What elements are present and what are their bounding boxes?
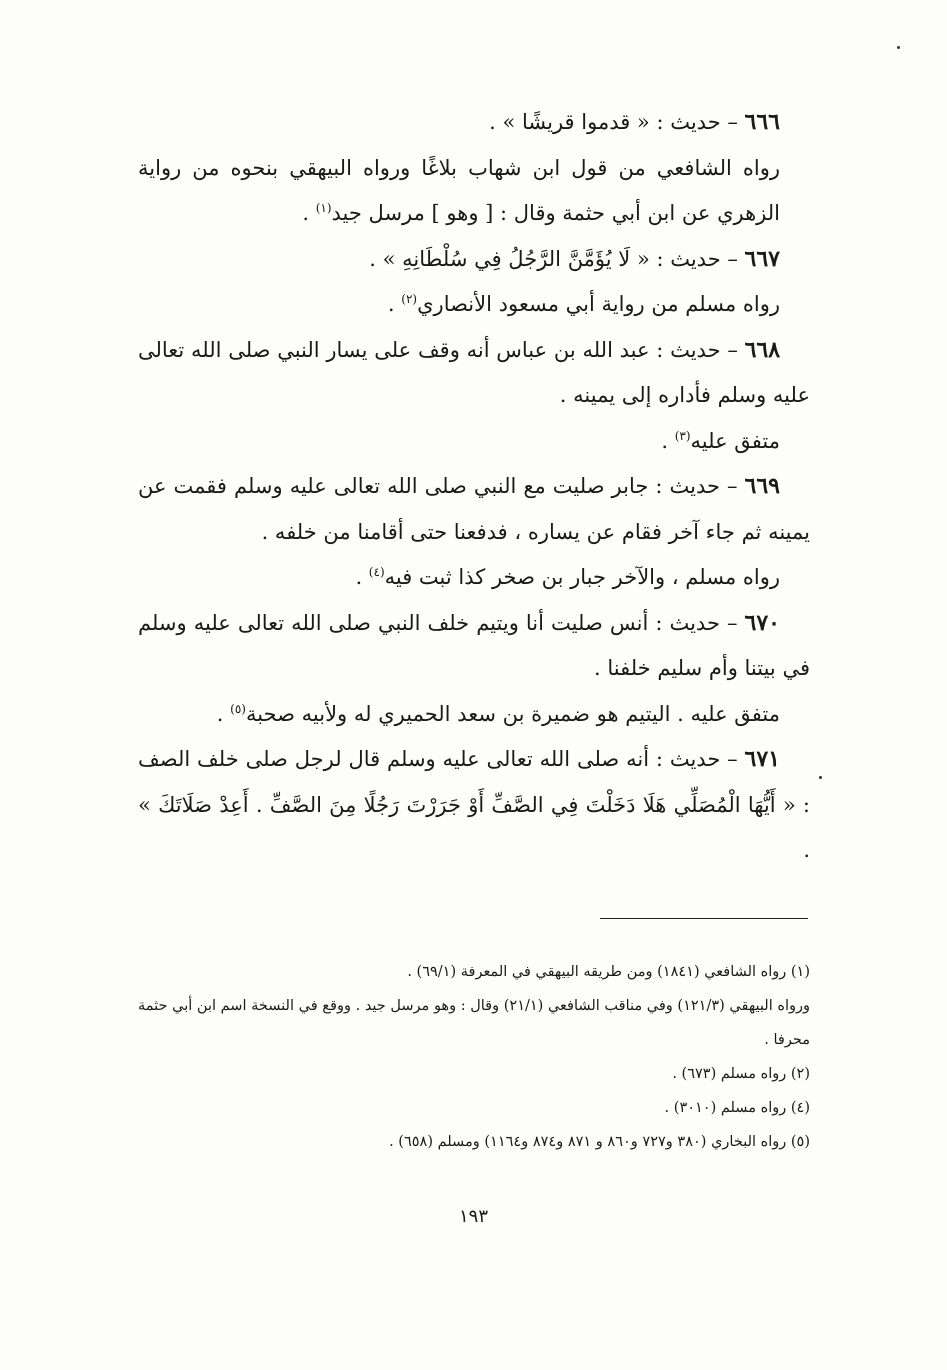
footnote-ref: (١) bbox=[315, 201, 332, 215]
hadith-number: ٦٧١ bbox=[744, 746, 780, 772]
hadith-text: حديث : عبد الله بن عباس أنه وقف على يسار النبي صلى الله تعالى عليه وسلم فأداره إلى يمينه . bbox=[138, 337, 810, 407]
footnote-divider bbox=[600, 918, 808, 919]
footnote-1-continued: ورواه البيهقي (١٢١/٣) وفي مناقب الشافعي (٢١/١) وقال : وهو مرسل جيد . ووقع في النسخة اسم ابن أبي حثمة محرفا . bbox=[138, 998, 811, 1048]
hadith-text: حديث : « قدموا قريشًا » . bbox=[489, 110, 721, 134]
scan-speck bbox=[819, 776, 822, 779]
commentary-670: متفق عليه . اليتيم هو ضميرة بن سعد الحميري له ولأبيه صحبة$^{(٥)}$ . bbox=[216, 701, 780, 726]
hadith-number: ٦٦٧ bbox=[744, 245, 780, 272]
footnote-ref: (٣) bbox=[674, 428, 691, 443]
footnote-2: (٢) رواه مسلم (٦٧٣) . bbox=[672, 1066, 810, 1082]
hadith-text: حديث : جابر صليت مع النبي صلى الله تعالى عليه وسلم فقمت عن يمينه ثم جاء آخر فقام عن يساره ، فدفعنا حتى أقامنا من خلفه . bbox=[138, 474, 810, 544]
footnote-4: (٤) رواه مسلم (٣٠١٠) . bbox=[664, 1100, 810, 1116]
hadith-670: ٦٧٠ – حديث : أنس صليت أنا ويتيم خلف النبي صلى الله تعالى عليه وسلم في بيتنا وأم سليم خلفنا . bbox=[138, 609, 810, 680]
hadith-text: حديث : أنه صلى الله تعالى عليه وسلم قال لرجل صلى خلف الصف : « أَيُّهَا الْمُصَلِّي هَلَا دَخَلْتَ فِي الصَّفِّ أَوْ جَرَرْتَ رَجُلًا مِنَ الصَّفِّ . أَعِدْ صَلَاتَكَ » . bbox=[138, 747, 810, 862]
hadith-number: ٦٦٦ bbox=[744, 109, 780, 135]
hadith-text: حديث : « لَا يُؤَمَّنَّ الرَّجُلُ فِي سُلْطَانِهِ » . bbox=[369, 246, 721, 271]
hadith-666: ٦٦٦ – حديث : « قدموا قريشًا » . bbox=[489, 109, 780, 135]
hadith-671: ٦٧١ – حديث : أنه صلى الله تعالى عليه وسلم قال لرجل صلى خلف الصف : « أَيُّهَا الْمُصَلِّي هَلَا دَخَلْتَ فِي الصَّفِّ أَوْ جَرَرْتَ رَجُلًا مِنَ الصَّفِّ . أَعِدْ صَلَاتَكَ » . bbox=[138, 746, 810, 862]
hadith-669: ٦٦٩ – حديث : جابر صليت مع النبي صلى الله تعالى عليه وسلم فقمت عن يمينه ثم جاء آخر فقام عن يساره ، فدفعنا حتى أقامنا من خلفه . bbox=[138, 473, 810, 544]
hadith-number: ٦٦٩ bbox=[744, 473, 780, 499]
page-number: ١٩٣ bbox=[458, 1206, 488, 1227]
hadith-668: ٦٦٨ – حديث : عبد الله بن عباس أنه وقف على يسار النبي صلى الله تعالى عليه وسلم فأداره إلى يمينه . bbox=[138, 336, 810, 407]
scan-speck bbox=[897, 46, 900, 49]
footnotes bbox=[138, 955, 810, 1159]
commentary-668: متفق عليه$^{(٣)}$ . bbox=[661, 428, 780, 453]
hadith-number: ٦٦٨ bbox=[744, 336, 781, 363]
commentary-666: رواه الشافعي من قول ابن شهاب بلاغًا ورواه البيهقي بنحوه من رواية الزهري عن ابن أبي حثمة وقال : [ وهو ] مرسل جيد$^{(١)}$ . bbox=[138, 155, 780, 225]
footnote-ref: (٢) bbox=[401, 292, 418, 306]
footnote-ref: (٥) bbox=[230, 701, 246, 716]
hadith-667: ٦٦٧ – حديث : « لَا يُؤَمَّنَّ الرَّجُلُ فِي سُلْطَانِهِ » . bbox=[369, 245, 780, 272]
hadith-text: حديث : أنس صليت أنا ويتيم خلف النبي صلى الله تعالى عليه وسلم في بيتنا وأم سليم خلفنا . bbox=[138, 610, 810, 680]
main-text bbox=[138, 100, 810, 874]
footnote-ref: (٤) bbox=[368, 565, 385, 579]
footnote-1: (١) رواه الشافعي (١٨٤١) ومن طريقه البيهقي في المعرفة (٦٩/١) . bbox=[407, 964, 810, 980]
commentary-667: رواه مسلم من رواية أبي مسعود الأنصاري$^{(٢)}$ . bbox=[387, 292, 780, 316]
hadith-number: ٦٧٠ bbox=[744, 609, 780, 636]
commentary-669: رواه مسلم ، والآخر جبار بن صخر كذا ثبت فيه$^{(٤)}$ . bbox=[355, 565, 780, 589]
footnote-5: (٥) رواه البخاري (٣٨٠ و٧٢٧ و٨٦٠ و ٨٧١ و٨٧٤ و١١٦٤) ومسلم (٦٥٨) . bbox=[389, 1134, 810, 1150]
